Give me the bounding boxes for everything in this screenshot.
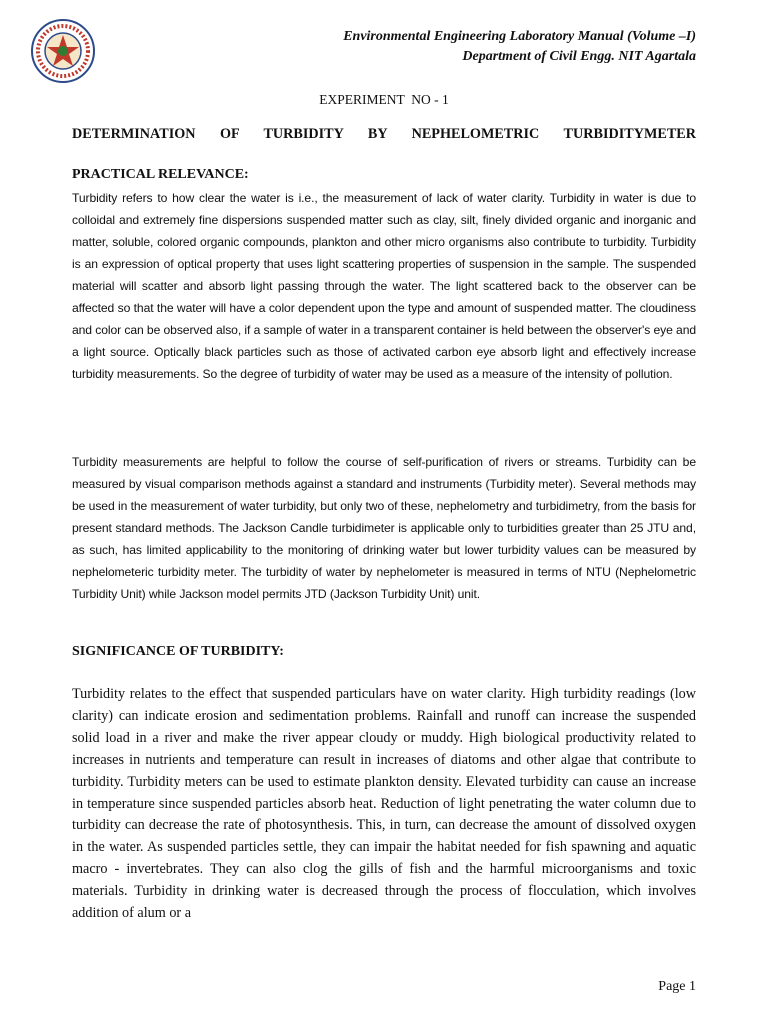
heading-significance: SIGNIFICANCE OF TURBIDITY: — [72, 644, 284, 659]
header-department: Department of Civil Engg. NIT Agartala — [462, 49, 696, 64]
experiment-title: DETERMINATION OF TURBIDITY BY NEPHELOMETRIC TURBIDITYMETER — [72, 126, 696, 142]
page-number: Page 1 — [658, 979, 696, 994]
paragraph-relevance-2: Turbidity measurements are helpful to follow the course of self-purification of rivers or streams. Turbidity can be measured by visual comparison methods against a standard and instruments (Turbidity meter). Several methods may be used in the measurement of water turbidity, but only two of these, nephelometry and turbidimetry, from the basis for present standard methods. The Jackson Candle turbidimeter is applicable only to turbidities greater than 25 JTU and, as such, has limited applicability to the monitoring of drinking water but lower turbidity values can be measured by nephelometeric turbidity meter. The turbidity of water by nephelometer is measured in terms of NTU (Nephelometric Turbidity Unit) while Jackson model permits JTD (Jackson Turbidity Unit) unit. — [72, 455, 696, 601]
experiment-number: EXPERIMENT NO - 1 — [319, 92, 449, 107]
document-header — [343, 27, 696, 67]
institute-emblem-icon — [30, 18, 96, 84]
paragraph-relevance-1: Turbidity refers to how clear the water is i.e., the measurement of lack of water clarity. Turbidity in water is due to colloidal and extremely fine dispersions suspended matter such as clay, silt, finely divided organic and inorganic and matter, soluble, colored organic compounds, plankton and other micro organisms also contribute to turbidity. Turbidity is an expression of optical property that uses light scattering properties of suspension in the sample. The suspended material will scatter and absorb light passing through the water. The light scattered back to the observer can be affected so that the water will have a color dependent upon the type and amount of suspended matter. The cloudiness and color can be observed also, if a sample of water in a transparent container is held between the observer's eye and a light source. Optically black particles such as those of activated carbon eye absorb light and effectively increase turbidity measurements. So the degree of turbidity of water may be used as a measure of the intensity of pollution. — [72, 191, 696, 381]
paragraph-significance-1: Turbidity relates to the effect that suspended particulars have on water clarity. High turbidity readings (low clarity) can indicate erosion and sedimentation problems. Rainfall and runoff can increase the suspended solid load in a river and make the river appear cloudy or muddy. High biological productivity related to increases in nutrients and temperature can result in increases of diatoms and other algae that contribute to turbidity. Turbidity meters can be used to estimate plankton density. Elevated turbidity can cause an increase in temperature since suspended particles absorb heat. Reduction of light penetrating the water column due to turbidity can decrease the rate of photosynthesis. This, in turn, can decrease the amount of dissolved oxygen in the water. As suspended particles settle, they can impair the habitat needed for fish spawning and aquatic macro - invertebrates. They can also clog the gills of fish and the harmful microorganisms and toxic materials. Turbidity in drinking water is decreased through the process of flocculation, which involves addition of alum or a — [72, 686, 696, 922]
heading-practical-relevance: PRACTICAL RELEVANCE: — [72, 167, 249, 182]
header-manual-title: Environmental Engineering Laboratory Manual (Volume –I) — [343, 29, 696, 44]
